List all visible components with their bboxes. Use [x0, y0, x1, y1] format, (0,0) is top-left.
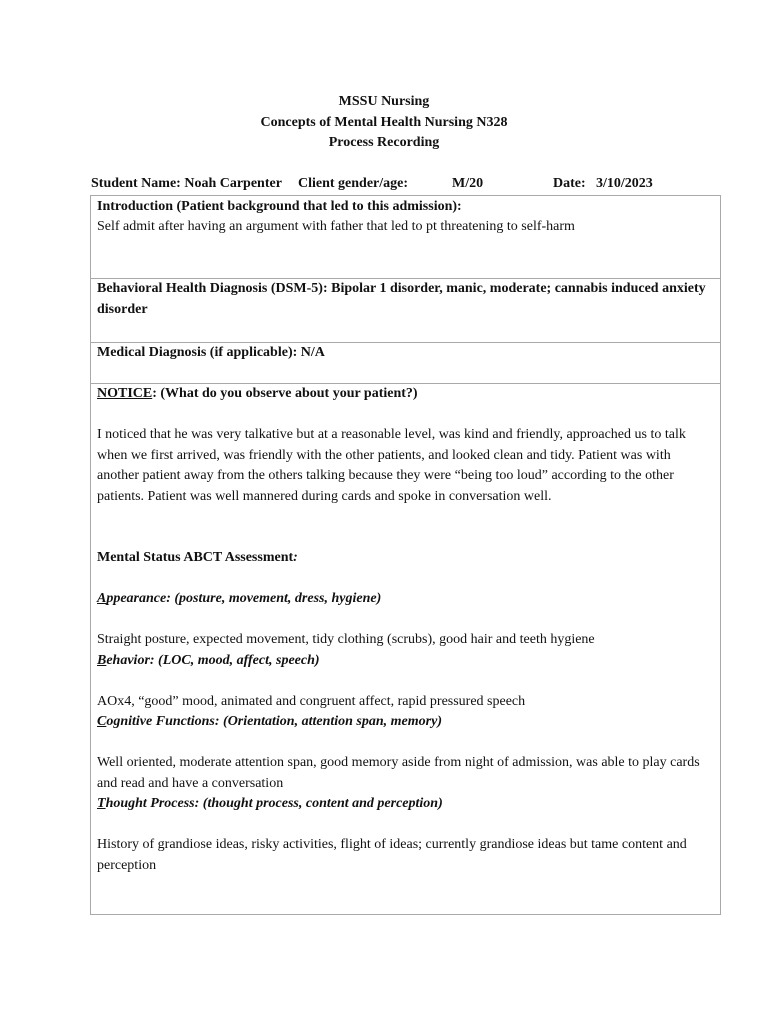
introduction-heading: Introduction (Patient background that led to this admission): — [97, 199, 462, 214]
mental-status-heading-colon: : — [293, 550, 298, 565]
student-name: Student Name: Noah Carpenter — [91, 176, 282, 191]
appearance-heading — [97, 589, 714, 610]
notice-heading — [97, 384, 714, 405]
notice-heading-keyword: NOTICE — [97, 386, 153, 401]
appearance-letter: A — [97, 591, 107, 606]
mental-status-heading — [97, 548, 714, 569]
thought-letter: T — [97, 796, 106, 811]
client-gender-age-value: M/20 — [452, 176, 484, 191]
cognitive-heading — [97, 712, 714, 733]
cognitive-letter: C — [97, 714, 107, 729]
behavior-letter: B — [97, 653, 107, 668]
introduction-section — [91, 196, 720, 279]
student-info-line — [91, 174, 731, 196]
behavior-label: ehavior: (LOC, mood, affect, speech) — [106, 653, 320, 668]
behavioral-diagnosis-section — [91, 279, 720, 343]
notice-heading-rest: : (What do you observe about your patient?) — [152, 386, 418, 401]
date-label: Date: — [553, 176, 586, 191]
introduction-text: Self admit after having an argument with father that led to pt threatening to self-harm — [97, 219, 575, 234]
date-value: 3/10/2023 — [596, 176, 653, 191]
thought-text: History of grandiose ideas, risky activities, flight of ideas; currently grandiose ideas but tame content and perception — [97, 837, 687, 873]
process-recording-form — [90, 195, 721, 915]
notice-section — [91, 384, 720, 914]
thought-label: hought Process: (thought process, content and perception) — [105, 796, 443, 811]
appearance-label: ppearance: (posture, movement, dress, hygiene) — [106, 591, 382, 606]
behavior-heading — [97, 651, 714, 672]
behavior-text: AOx4, “good” mood, animated and congruent affect, rapid pressured speech — [97, 694, 526, 709]
client-gender-age-label: Client gender/age: — [298, 176, 409, 191]
header-title: Process Recording — [328, 135, 440, 150]
medical-diagnosis-section — [91, 343, 720, 384]
appearance-text: Straight posture, expected movement, tidy clothing (scrubs), good hair and teeth hygiene — [97, 632, 595, 647]
cognitive-label: ognitive Functions: (Orientation, attention span, memory) — [106, 714, 442, 729]
mental-status-heading-text: Mental Status ABCT Assessment — [97, 550, 294, 565]
notice-text: I noticed that he was very talkative but at a reasonable level, was kind and friendly, approached us to talk when we first arrived, was friendly with the other patients, and looked clean and tidy. Patient was with another patient away from the others talking because they were “being too loud” according to the other patients. Patient was well mannered during cards and spoke in conversation well. — [97, 427, 686, 504]
document-header — [0, 92, 768, 154]
behavioral-diagnosis-text: Behavioral Health Diagnosis (DSM-5): Bipolar 1 disorder, manic, moderate; cannabis induced anxiety disorder — [97, 281, 706, 317]
cognitive-text: Well oriented, moderate attention span, good memory aside from night of admission, was able to play cards and read and have a conversation — [97, 755, 700, 791]
thought-heading — [97, 794, 714, 815]
medical-diagnosis-text: Medical Diagnosis (if applicable): N/A — [97, 345, 325, 360]
header-course: Concepts of Mental Health Nursing N328 — [260, 114, 508, 130]
header-school: MSSU Nursing — [338, 94, 430, 109]
